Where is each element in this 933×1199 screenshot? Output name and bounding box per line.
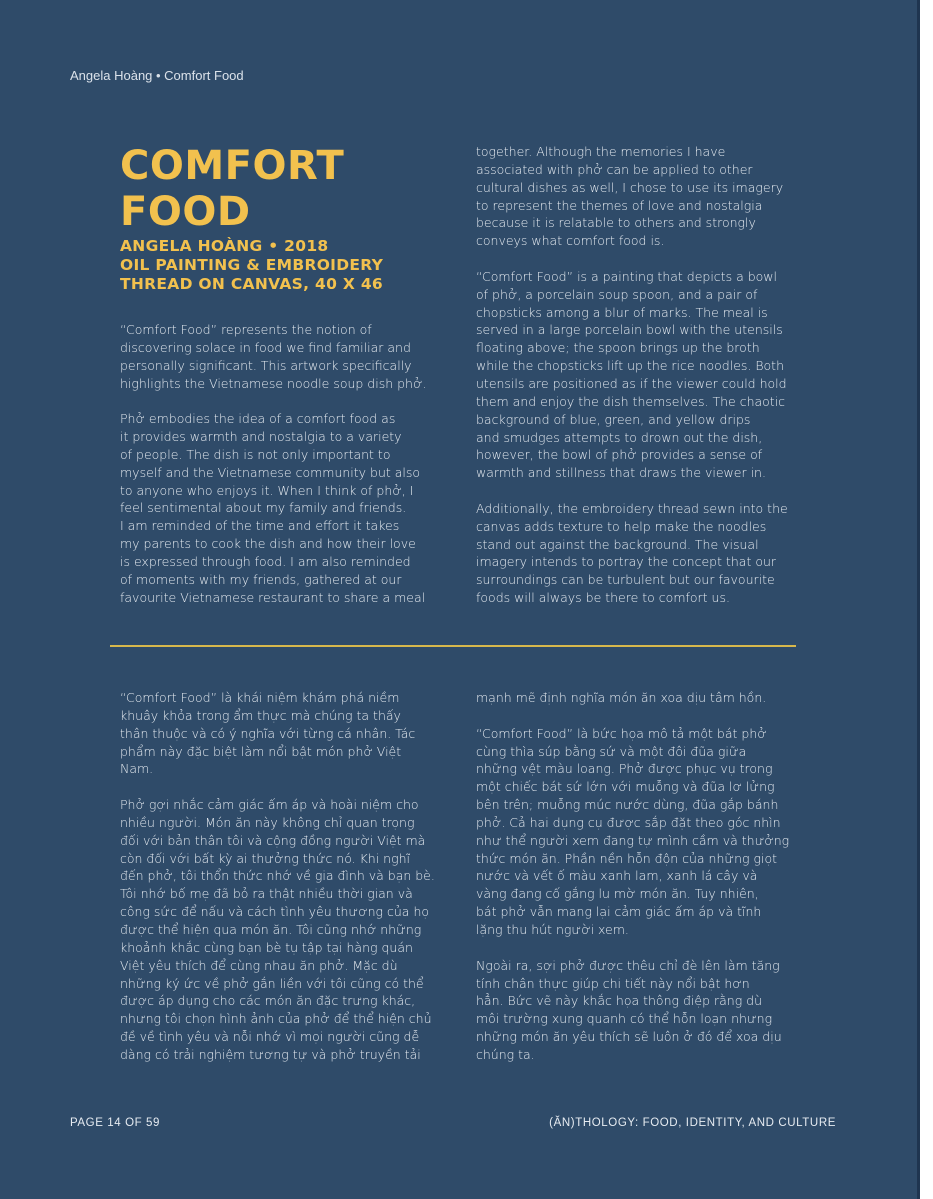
text-line: môi trường xung quanh có thể hỗn loạn nhưng [476,1011,773,1027]
text-line: utensils are positioned as if the viewer could hold [476,375,787,391]
text-line: favourite Vietnamese restaurant to share a meal [120,589,426,605]
text-line: dàng có trải nghiệm tương tự và phở truyền tải [120,1046,421,1062]
text-line: is expressed through food. I am also reminded [120,553,411,569]
text-line: Nam. [120,761,154,777]
text-line: Phở embodies the idea of a comfort food as [120,411,396,427]
text-line: “Comfort Food” represents the notion of [120,322,372,337]
text-line: những ký ức về phở gắn liền với tôi cũng có thể [120,975,424,991]
article-title [120,143,344,235]
text-line: chopsticks among a blur of marks. The meal is [476,304,768,320]
title-line: COMFORT [120,143,345,189]
text-line: of people. The dish is not only important to [120,446,391,462]
text-line: đến phở, tôi thổn thức nhớ về gia đình và bạn bè. [120,868,435,884]
paragraph [120,321,440,392]
text-line: một chiếc bát sứ lớn với muỗng và đũa lơ lửng [476,779,775,795]
text-line: foods will always be there to comfort us. [476,590,730,606]
text-line: canvas adds texture to help make the noodles [476,518,767,534]
text-line: công sức để nấu và cách tình yêu thương của họ [120,904,430,920]
paragraph [476,725,796,939]
text-line: warmth and stillness that draws the viewer in. [476,465,766,481]
paragraph [120,410,440,606]
text-line: thân thuộc và có ý nghĩa với từng cá nhân. Tác [120,725,416,741]
text-line: hẳn. Bức vẽ này khắc họa thông điệp rằng dù [476,993,763,1009]
text-line: vàng đang cố gắng lu mờ món ăn. Tuy nhiên, [476,886,759,902]
text-line: thức món ăn. Phần nền hỗn độn của những giọt [476,850,778,866]
title-line: FOOD [120,189,251,235]
text-line: đề về tình yêu và nỗi nhớ vì mọi người cũng dễ [120,1029,420,1045]
text-line: “Comfort Food” là khái niệm khám phá niềm [120,690,400,705]
text-line: personally significant. This artwork specifically [120,357,412,373]
text-line: nhưng tôi chọn hình ảnh của phở để thể hiện chủ [120,1011,432,1027]
vietnamese-text-left-column [120,689,440,1064]
text-line: because it is relatable to others and strongly [476,215,756,231]
text-line: cultural dishes as well, I chose to use its imagery [476,179,784,195]
text-line: discovering solace in food we find familiar and [120,339,411,355]
text-line: chúng ta. [476,1046,535,1062]
text-line: như thể người xem đang tự mình cầm và thưởng [476,832,790,848]
paragraph [476,500,796,607]
text-line: Việt yêu thích để cùng nhau ăn phở. Mặc dù [120,957,398,973]
text-line: together. Although the memories I have [476,144,726,159]
text-line: mạnh mẽ định nghĩa món ăn xoa dịu tâm hồn. [476,690,767,705]
text-line: floating above; the spoon brings up the broth [476,340,760,356]
paragraph [476,689,796,707]
text-line: Phở gợi nhắc cảm giác ấm áp và hoài niệm cho [120,797,419,813]
text-line: được áp dụng cho các món ăn đặc trưng khác, [120,993,416,1009]
publication-title: (ĂN)THOLOGY: FOOD, IDENTITY, AND CULTURE [549,1117,836,1129]
text-line: Tôi nhớ bố mẹ đã bỏ ra thật nhiều thời gian và [120,886,413,902]
text-line: khuây khỏa trong ẩm thực mà chúng ta thấy [120,707,401,723]
text-line: Additionally, the embroidery thread sewn into the [476,500,788,516]
text-line: bên trên; muỗng múc nước dùng, đũa gắp bánh [476,797,779,813]
text-line: Ngoài ra, sợi phở được thêu chỉ đè lên làm tăng [476,957,780,973]
paragraph [120,689,440,778]
text-line: I am reminded of the time and effort it takes [120,518,400,534]
text-line: “Comfort Food” là bức họa mô tả một bát phở [476,725,767,741]
text-line: myself and the Vietnamese community but also [120,464,421,480]
credit-line: ANGELA HOÀNG • 2018 [120,237,329,255]
artwork-credits [120,237,383,294]
text-line: khoảnh khắc cùng bạn bè tụ tập tại hàng quán [120,939,413,955]
english-text-right-column [476,143,796,607]
text-line: được thể hiện qua món ăn. Tôi cũng nhớ những [120,921,422,937]
text-line: while the chopsticks lift up the rice noodles. Both [476,358,785,374]
text-line: to anyone who enjoys it. When I think of phở, I [120,482,414,498]
text-line: however, the bowl of phở provides a sense of [476,447,763,463]
text-line: phở. Cả hai dụng cụ được sắp đặt theo góc nhìn [476,814,781,830]
section-divider [110,645,796,647]
text-line: surroundings can be turbulent but our favourite [476,572,775,588]
paragraph [476,143,796,250]
credit-line: OIL PAINTING & EMBROIDERY [120,256,384,274]
text-line: my parents to cook the dish and how their love [120,536,416,552]
text-line: những món ăn yêu thích sẽ luôn ở đó để xoa dịu [476,1029,782,1045]
text-line: to represent the themes of love and nostalgia [476,197,763,213]
text-line: background of blue, green, and yellow drips [476,411,751,427]
text-line: còn đối với bất kỳ ai thưởng thức nó. Khi nghĩ [120,850,410,866]
text-line: nhiều người. Món ăn này không chỉ quan trọng [120,814,415,830]
text-line: imagery intends to portray the concept that our [476,554,777,570]
text-line: it provides warmth and nostalgia to a variety [120,429,402,445]
credit-line: THREAD ON CANVAS, 40 X 46 [120,275,383,293]
text-line: feel sentimental about my family and friends. [120,500,407,516]
running-header: Angela Hoàng • Comfort Food [70,68,244,83]
vietnamese-text-right-column [476,689,796,1064]
text-line: lặng thu hút người xem. [476,921,629,937]
text-line: and smudges attempts to drown out the dish, [476,429,763,445]
text-line: of moments with my friends, gathered at our [120,571,402,587]
paragraph [120,796,440,1064]
english-text-left-column [120,321,440,607]
text-line: highlights the Vietnamese noodle soup dish phở. [120,375,427,391]
text-line: them and enjoy the dish themselves. The chaotic [476,393,786,409]
text-line: of phở, a porcelain soup spoon, and a pair of [476,286,758,302]
paragraph [476,957,796,1064]
text-line: đối với bản thân tôi và cộng đồng người Việt mà [120,832,426,848]
text-line: những vệt màu loang. Phở được phục vụ trong [476,761,773,777]
text-line: bát phở vẫn mang lại cảm giác ấm áp và tĩnh [476,904,762,920]
page-number: PAGE 14 OF 59 [70,1117,161,1129]
text-line: tính chân thực giúp chi tiết này nổi bật hơn [476,975,750,991]
text-line: conveys what comfort food is. [476,233,665,249]
text-line: nước và vết ố màu xanh lam, xanh lá cây và [476,868,758,884]
text-line: stand out against the background. The visual [476,536,759,552]
text-line: served in a large porcelain bowl with the utensils [476,322,783,338]
text-line: phẩm này đặc biệt làm nổi bật món phở Việt [120,743,402,759]
paragraph [476,268,796,482]
text-line: “Comfort Food” is a painting that depicts a bowl [476,268,777,284]
text-line: cùng thìa súp bằng sứ và một đôi đũa giữa [476,743,747,759]
page-edge [917,0,920,1199]
text-line: associated with phở can be applied to other [476,161,753,177]
